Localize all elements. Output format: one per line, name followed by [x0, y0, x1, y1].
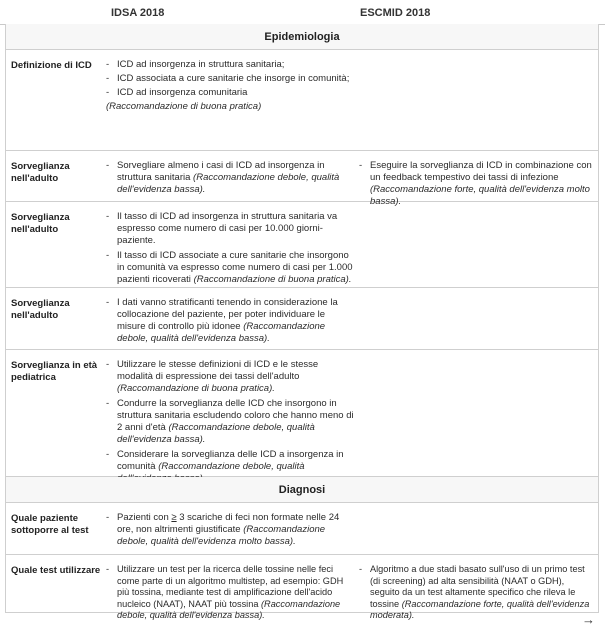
bullet-text: Condurre la sorveglianza delle ICD che insorgono in struttura sanitaria escludendo coloro che hanno meno di 2 anni d'età: [117, 398, 354, 433]
bullet-item: [359, 564, 595, 622]
bullet-text: Utilizzare le stesse definizioni di ICD e le stesse modalità di espressione dei tassi dell'adulto: [117, 359, 319, 382]
bullet-text: Utilizzare un test per la ricerca delle tossine nelle feci come parte di un algoritmo multistep, ad esempio: GDH più tossina, mediante test di amplificazione dell'acido nucleico (NAAT), NAAT più tossina: [117, 564, 344, 609]
table-row: [6, 151, 598, 207]
bullet-item: [106, 512, 356, 548]
bullet-text: Pazienti con: [117, 512, 172, 523]
recommendation-note: (Raccomandazione debole, qualità: [158, 461, 305, 472]
table-row: [6, 555, 598, 621]
bullet-item: - ICD associata a cure sanitarie che insorge in comunità;: [106, 73, 356, 85]
bullet-item: [106, 297, 356, 345]
bullet-item: [106, 398, 356, 446]
bullet-item: - Il tasso di ICD ad insorgenza in struttura sanitaria va espresso come numero di casi per 10.000 giorni-paziente.: [106, 211, 356, 247]
table-row: [6, 503, 598, 555]
bullet-item: [106, 564, 356, 622]
recommendation-note: (Raccomandazione di buona pratica).: [117, 383, 275, 394]
row-label: Sorveglianza nell'adulto: [11, 212, 70, 235]
row-label: Quale paziente sottoporre al test: [11, 513, 89, 536]
bullet-item: [359, 160, 595, 208]
table-row: [6, 350, 598, 477]
idsa-cell: [106, 297, 356, 348]
idsa-cell: [106, 512, 356, 551]
table-row: [6, 288, 598, 350]
idsa-cell: [106, 160, 356, 199]
header-idsa: IDSA 2018: [111, 7, 165, 19]
recommendation-note: (Raccomandazione debole, qualità dell'evidenza molto bassa).: [117, 524, 326, 547]
bullet-text: Algoritmo a due stadi basato sull'uso di un primo test (di screening) ad alta sensibilità (NAAT o GDH), seguito da un test altamente specifico che rileva le tossine: [370, 564, 585, 609]
row-label: Definizione di ICD: [11, 60, 92, 71]
recommendation-note: (Raccomandazione di buona pratica).: [193, 274, 352, 285]
bullet-item: - ICD ad insorgenza in struttura sanitaria;: [106, 59, 356, 71]
bullet-item: [106, 359, 356, 395]
table-row: [6, 202, 598, 288]
bullet-item: [106, 160, 356, 196]
table-row: [6, 50, 598, 151]
row-label: Sorveglianza nell'adulto: [11, 298, 70, 321]
bullet-item: [106, 250, 356, 286]
row-label: Quale test utilizzare: [11, 565, 101, 576]
idsa-cell: [106, 59, 356, 113]
recommendation-note: (Raccomandazione di buona pratica): [106, 101, 262, 112]
bullet-text: 3 scariche di feci non formate nelle 24 ore, non altrimenti giustificate: [117, 512, 340, 535]
recommendation-note: (Raccomandazione debole, qualità dell'evidenza bassa).: [117, 172, 340, 195]
row-label: Sorveglianza in età pediatrica: [11, 360, 98, 383]
section-epidemiologia: Epidemiologia: [6, 24, 598, 50]
geq-symbol: ≥: [171, 512, 177, 523]
bullet-item: - ICD ad insorgenza comunitaria: [106, 87, 356, 99]
recommendation-note: (Raccomandazione debole, qualità dell'evidenza bassa).: [117, 598, 341, 621]
idsa-cell: [106, 359, 356, 488]
section-diagnosi: Diagnosi: [6, 477, 598, 503]
bullet-text: I dati vanno stratificanti tenendo in considerazione la collocazione del paziente, per poter individuare le misure di controllo più idonee: [117, 297, 338, 332]
table-header: [0, 0, 605, 25]
recommendation-note: (Raccomandazione debole, qualità dell'evidenza bassa).: [117, 422, 315, 445]
recommendation-note: (Raccomandazione debole, qualità dell'evidenza bassa).: [117, 321, 326, 344]
recommendation-note: (Raccomandazione forte, qualità dell'evidenza moderata).: [370, 598, 590, 621]
row-label: Sorveglianza nell'adulto: [11, 161, 70, 184]
escmid-cell: [359, 564, 595, 625]
bullet-text: Il tasso di ICD associate a cure sanitarie che insorgono in comunità va espresso come numero di casi per 1.000 pazienti ricoverati: [117, 250, 353, 285]
idsa-cell: [106, 211, 356, 289]
next-page-arrow-icon[interactable]: →: [582, 612, 595, 627]
bullet-text: Eseguire la sorveglianza di ICD in combinazione con un feedback tempestivo dei tassi di infezione: [370, 160, 592, 183]
guidelines-table: [5, 24, 599, 621]
recommendation-note: (Raccomandazione forte, qualità dell'evidenza molto bassa).: [370, 184, 590, 207]
bullet-text: Considerare la sorveglianza delle ICD a insorgenza in comunità: [117, 449, 344, 472]
bullet-text: Sorvegliare almeno i casi di ICD ad insorgenza in struttura sanitaria: [117, 160, 325, 183]
idsa-cell: [106, 564, 356, 625]
header-escmid: ESCMID 2018: [360, 7, 431, 19]
